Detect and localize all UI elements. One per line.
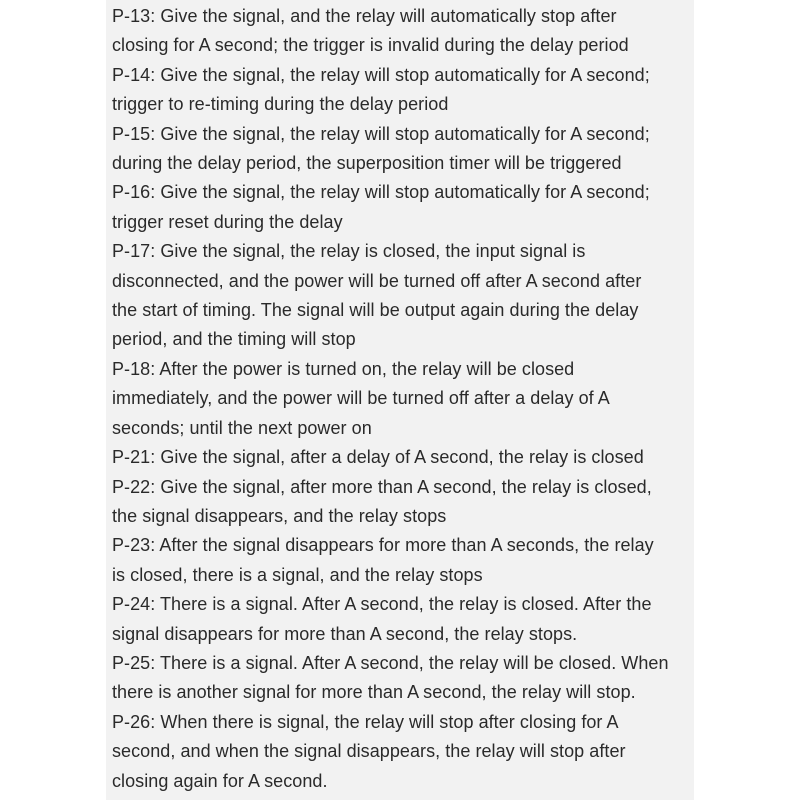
text-line: the start of timing. The signal will be output again during the delay [112, 300, 639, 321]
text-line: immediately, and the power will be turned off after a delay of A [112, 388, 610, 409]
text-line: P-16: Give the signal, the relay will stop automatically for A second; [112, 182, 650, 203]
text-line: P-22: Give the signal, after more than A second, the relay is closed, [112, 476, 652, 497]
text-line: disconnected, and the power will be turned off after A second after [112, 270, 642, 291]
text-line: closing for A second; the trigger is invalid during the delay period [112, 35, 629, 56]
text-line: is closed, there is a signal, and the relay stops [112, 564, 483, 585]
text-line: P-17: Give the signal, the relay is closed, the input signal is [112, 241, 586, 262]
text-line: trigger reset during the delay [112, 211, 343, 232]
text-line: P-21: Give the signal, after a delay of A second, the relay is closed [112, 447, 644, 468]
text-line: P-24: There is a signal. After A second, the relay is closed. After the [112, 594, 652, 615]
text-line: period, and the timing will stop [112, 329, 356, 350]
text-line: P-13: Give the signal, and the relay will automatically stop after [112, 6, 617, 26]
text-line: second, and when the signal disappears, the relay will stop after [112, 741, 626, 762]
text-line: during the delay period, the superposition timer will be triggered [112, 153, 622, 174]
text-line: seconds; until the next power on [112, 417, 372, 438]
text-line: P-14: Give the signal, the relay will stop automatically for A second; [112, 64, 650, 85]
text-line: the signal disappears, and the relay stops [112, 505, 447, 526]
text-line: P-26: When there is signal, the relay will stop after closing for A [112, 711, 619, 732]
text-line: P-15: Give the signal, the relay will stop automatically for A second; [112, 123, 650, 144]
mode-description-panel [106, 0, 694, 800]
text-line: there is another signal for more than A second, the relay will stop. [112, 682, 636, 703]
text-line: signal disappears for more than A second, the relay stops. [112, 623, 578, 644]
text-line: closing again for A second. [112, 770, 328, 791]
text-line: P-25: There is a signal. After A second, the relay will be closed. When [112, 652, 669, 673]
text-line: trigger to re-timing during the delay period [112, 94, 449, 115]
text-line: P-18: After the power is turned on, the relay will be closed [112, 358, 575, 379]
text-line: P-23: After the signal disappears for more than A seconds, the relay [112, 535, 654, 556]
